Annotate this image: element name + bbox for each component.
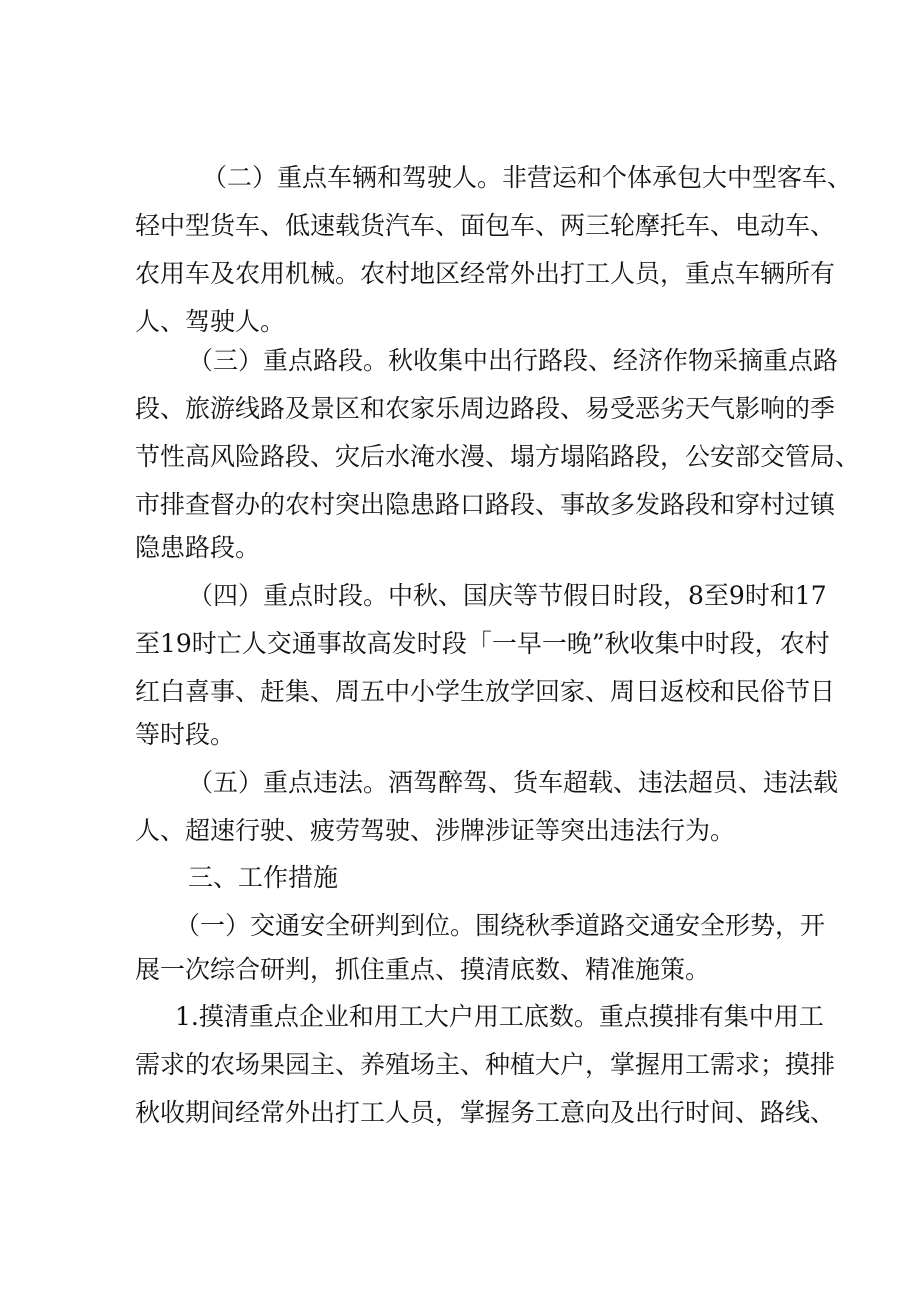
text-line: 红白喜事、赶集、周五中小学生放学回家、周日返校和民俗节日: [135, 677, 836, 706]
text-line: 秋收期间经常外出打工人员，掌握务工意向及出行时间、路线、: [135, 1098, 836, 1127]
text-line: 段、旅游线路及景区和农家乐周边路段、易受恶劣天气影响的季: [135, 394, 836, 423]
text-line: 轻中型货车、低速载货汽车、面包车、两三轮摩托车、电动车、: [135, 211, 836, 240]
text-line: 等时段。: [135, 720, 236, 749]
text-line: 节性高风险路段、灾后水淹水漫、塌方塌陷路段，公安部交管局、: [135, 442, 861, 471]
text-line: 至19时亡人交通事故高发时段「一早一晚”秋收集中时段，农村: [135, 629, 830, 658]
text-line: 市排查督办的农村突出隐患路口路段、事故多发路段和穿村过镇: [135, 490, 836, 519]
text-line: （四）重点时段。中秋、国庆等节假日时段，8至9时和17: [188, 581, 827, 610]
section-heading: 三、工作措施: [188, 863, 339, 892]
text-line: 展一次综合研判，抓住重点、摸清底数、精准施策。: [135, 955, 711, 984]
text-line: 人、驾驶人。: [135, 307, 286, 336]
text-line: 1.摸清重点企业和用工大户用工底数。重点摸排有集中用工: [175, 1002, 824, 1031]
text-line: 隐患路段。: [135, 533, 261, 562]
text-line: （二）重点车辆和驾驶人。非营运和个体承包大中型客车、: [202, 163, 853, 192]
text-line: 需求的农场果园主、养殖场主、种植大户，掌握用工需求；摸排: [135, 1050, 836, 1079]
text-line: （三）重点路段。秋收集中出行路段、经济作物采摘重点路: [188, 346, 839, 375]
text-line: 人、超速行驶、疲劳驾驶、涉牌涉证等突出违法行为。: [135, 816, 736, 845]
text-line: （一）交通安全研判到位。围绕秋季道路交通安全形势，开: [175, 911, 826, 940]
text-line: （五）重点违法。酒驾醉驾、货车超载、违法超员、违法载: [188, 768, 839, 797]
text-line: 农用车及农用机械。农村地区经常外出打工人员，重点车辆所有: [135, 259, 836, 288]
